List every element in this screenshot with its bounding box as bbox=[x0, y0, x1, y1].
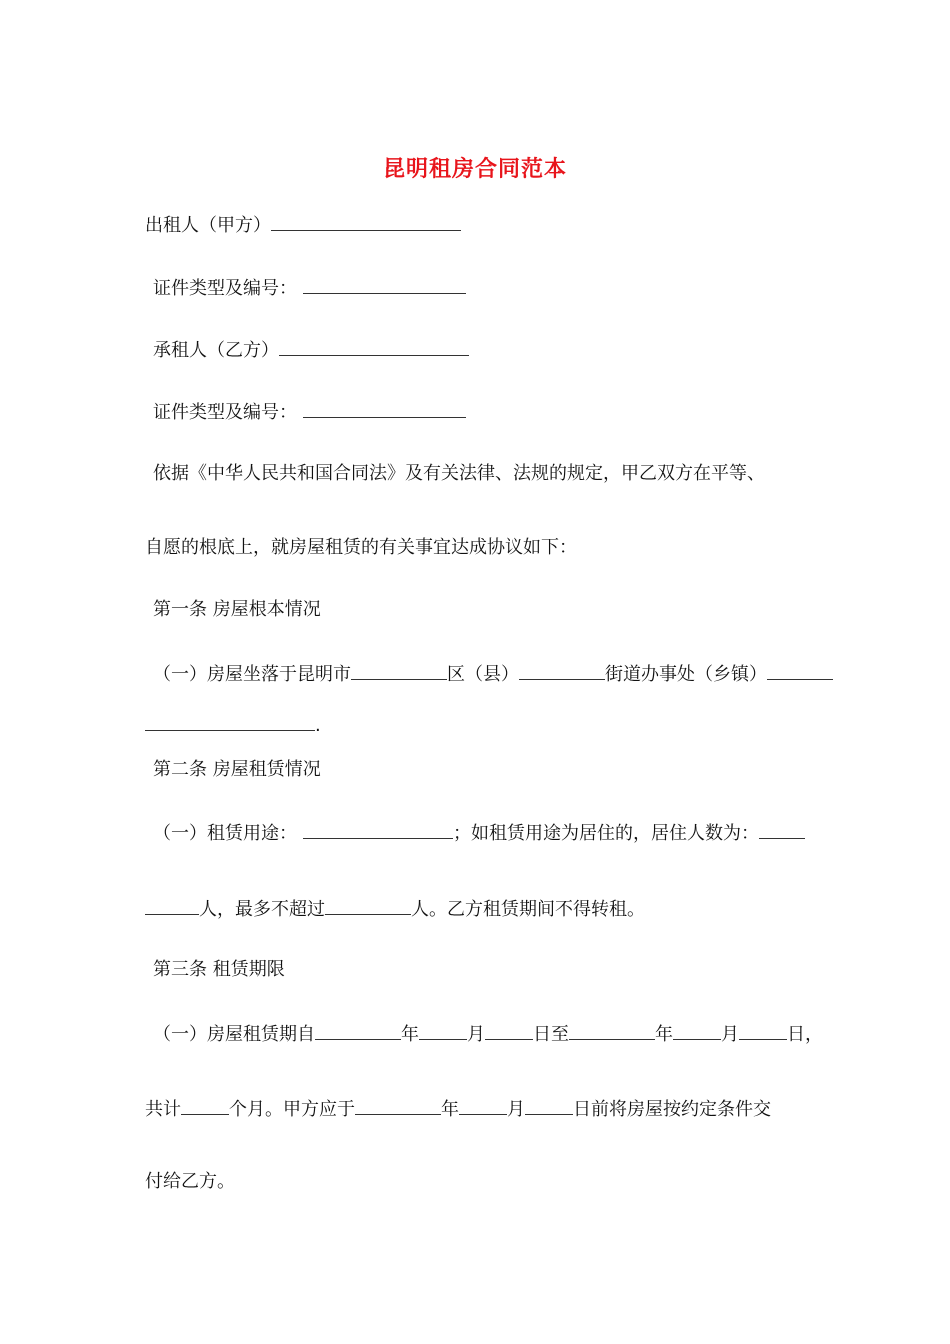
lessee-id-line bbox=[153, 399, 466, 425]
article2-item1-line1 bbox=[153, 820, 805, 846]
residents-max-blank[interactable] bbox=[325, 896, 411, 915]
intro-line-2: 自愿的根底上，就房屋租赁的有关事宜达成协议如下： bbox=[145, 537, 577, 558]
lessor-id-blank[interactable] bbox=[303, 275, 466, 294]
start-month-blank[interactable] bbox=[419, 1021, 467, 1040]
article2-item1-line2 bbox=[145, 896, 645, 922]
lessor-label: 出租人（甲方） bbox=[145, 215, 271, 236]
article1-item1-line2 bbox=[145, 712, 321, 738]
deliver-month-label: 月 bbox=[507, 1099, 525, 1120]
end-day-label: 日， bbox=[787, 1024, 823, 1045]
deliver-day-blank[interactable] bbox=[525, 1096, 573, 1115]
location-prefix: （一）房屋坐落于昆明市 bbox=[153, 664, 351, 685]
residents-blank-2[interactable] bbox=[145, 896, 199, 915]
lessee-line bbox=[153, 337, 469, 363]
lessor-blank[interactable] bbox=[271, 212, 461, 231]
start-month-label: 月 bbox=[467, 1024, 485, 1045]
start-day-label: 日至 bbox=[533, 1024, 569, 1045]
town-blank[interactable] bbox=[767, 661, 833, 680]
end-year-label: 年 bbox=[655, 1024, 673, 1045]
term-prefix: （一）房屋租赁期自 bbox=[153, 1024, 315, 1045]
start-year-blank[interactable] bbox=[315, 1021, 401, 1040]
article1-heading: 第一条 房屋根本情况 bbox=[153, 599, 321, 620]
deliver-month-blank[interactable] bbox=[459, 1096, 507, 1115]
no-sublet-label: 人。乙方租赁期间不得转租。 bbox=[411, 899, 645, 920]
start-year-label: 年 bbox=[401, 1024, 419, 1045]
article3-item1-line3: 付给乙方。 bbox=[145, 1171, 235, 1192]
address-blank[interactable] bbox=[145, 712, 315, 731]
lessee-label: 承租人（乙方） bbox=[153, 340, 279, 361]
use-blank[interactable] bbox=[303, 820, 453, 839]
lessor-id-label: 证件类型及编号： bbox=[153, 278, 297, 299]
lessee-blank[interactable] bbox=[279, 337, 469, 356]
end-month-blank[interactable] bbox=[673, 1021, 721, 1040]
start-day-blank[interactable] bbox=[485, 1021, 533, 1040]
use-prefix: （一）租赁用途： bbox=[153, 823, 297, 844]
residents-blank-1[interactable] bbox=[759, 820, 805, 839]
total-label: 共计 bbox=[145, 1099, 181, 1120]
deliver-before-label: 日前将房屋按约定条件交 bbox=[573, 1099, 771, 1120]
lessee-id-label: 证件类型及编号： bbox=[153, 402, 297, 423]
lessor-line bbox=[145, 212, 461, 238]
article3-item1-line1 bbox=[153, 1021, 823, 1047]
street-blank[interactable] bbox=[519, 661, 605, 680]
article2-heading: 第二条 房屋租赁情况 bbox=[153, 759, 321, 780]
lessee-id-blank[interactable] bbox=[303, 399, 466, 418]
end-day-blank[interactable] bbox=[739, 1021, 787, 1040]
article3-item1-line2 bbox=[145, 1096, 771, 1122]
deliver-year-label: 年 bbox=[441, 1099, 459, 1120]
months-label: 个月。甲方应于 bbox=[229, 1099, 355, 1120]
total-months-blank[interactable] bbox=[181, 1096, 229, 1115]
district-blank[interactable] bbox=[351, 661, 447, 680]
end-month-label: 月 bbox=[721, 1024, 739, 1045]
use-mid: ；如租赁用途为居住的，居住人数为： bbox=[453, 823, 759, 844]
residents-max-label: 人，最多不超过 bbox=[199, 899, 325, 920]
address-end: . bbox=[315, 715, 321, 736]
article1-item1-line1 bbox=[153, 661, 833, 687]
street-label: 街道办事处（乡镇） bbox=[605, 664, 767, 685]
end-year-blank[interactable] bbox=[569, 1021, 655, 1040]
document-title: 昆明租房合同范本 bbox=[382, 156, 567, 182]
district-label: 区（县） bbox=[447, 664, 519, 685]
intro-line-1: 依据《中华人民共和国合同法》及有关法律、法规的规定，甲乙双方在平等、 bbox=[153, 463, 765, 484]
lessor-id-line bbox=[153, 275, 466, 301]
article3-heading: 第三条 租赁期限 bbox=[153, 959, 285, 980]
deliver-year-blank[interactable] bbox=[355, 1096, 441, 1115]
